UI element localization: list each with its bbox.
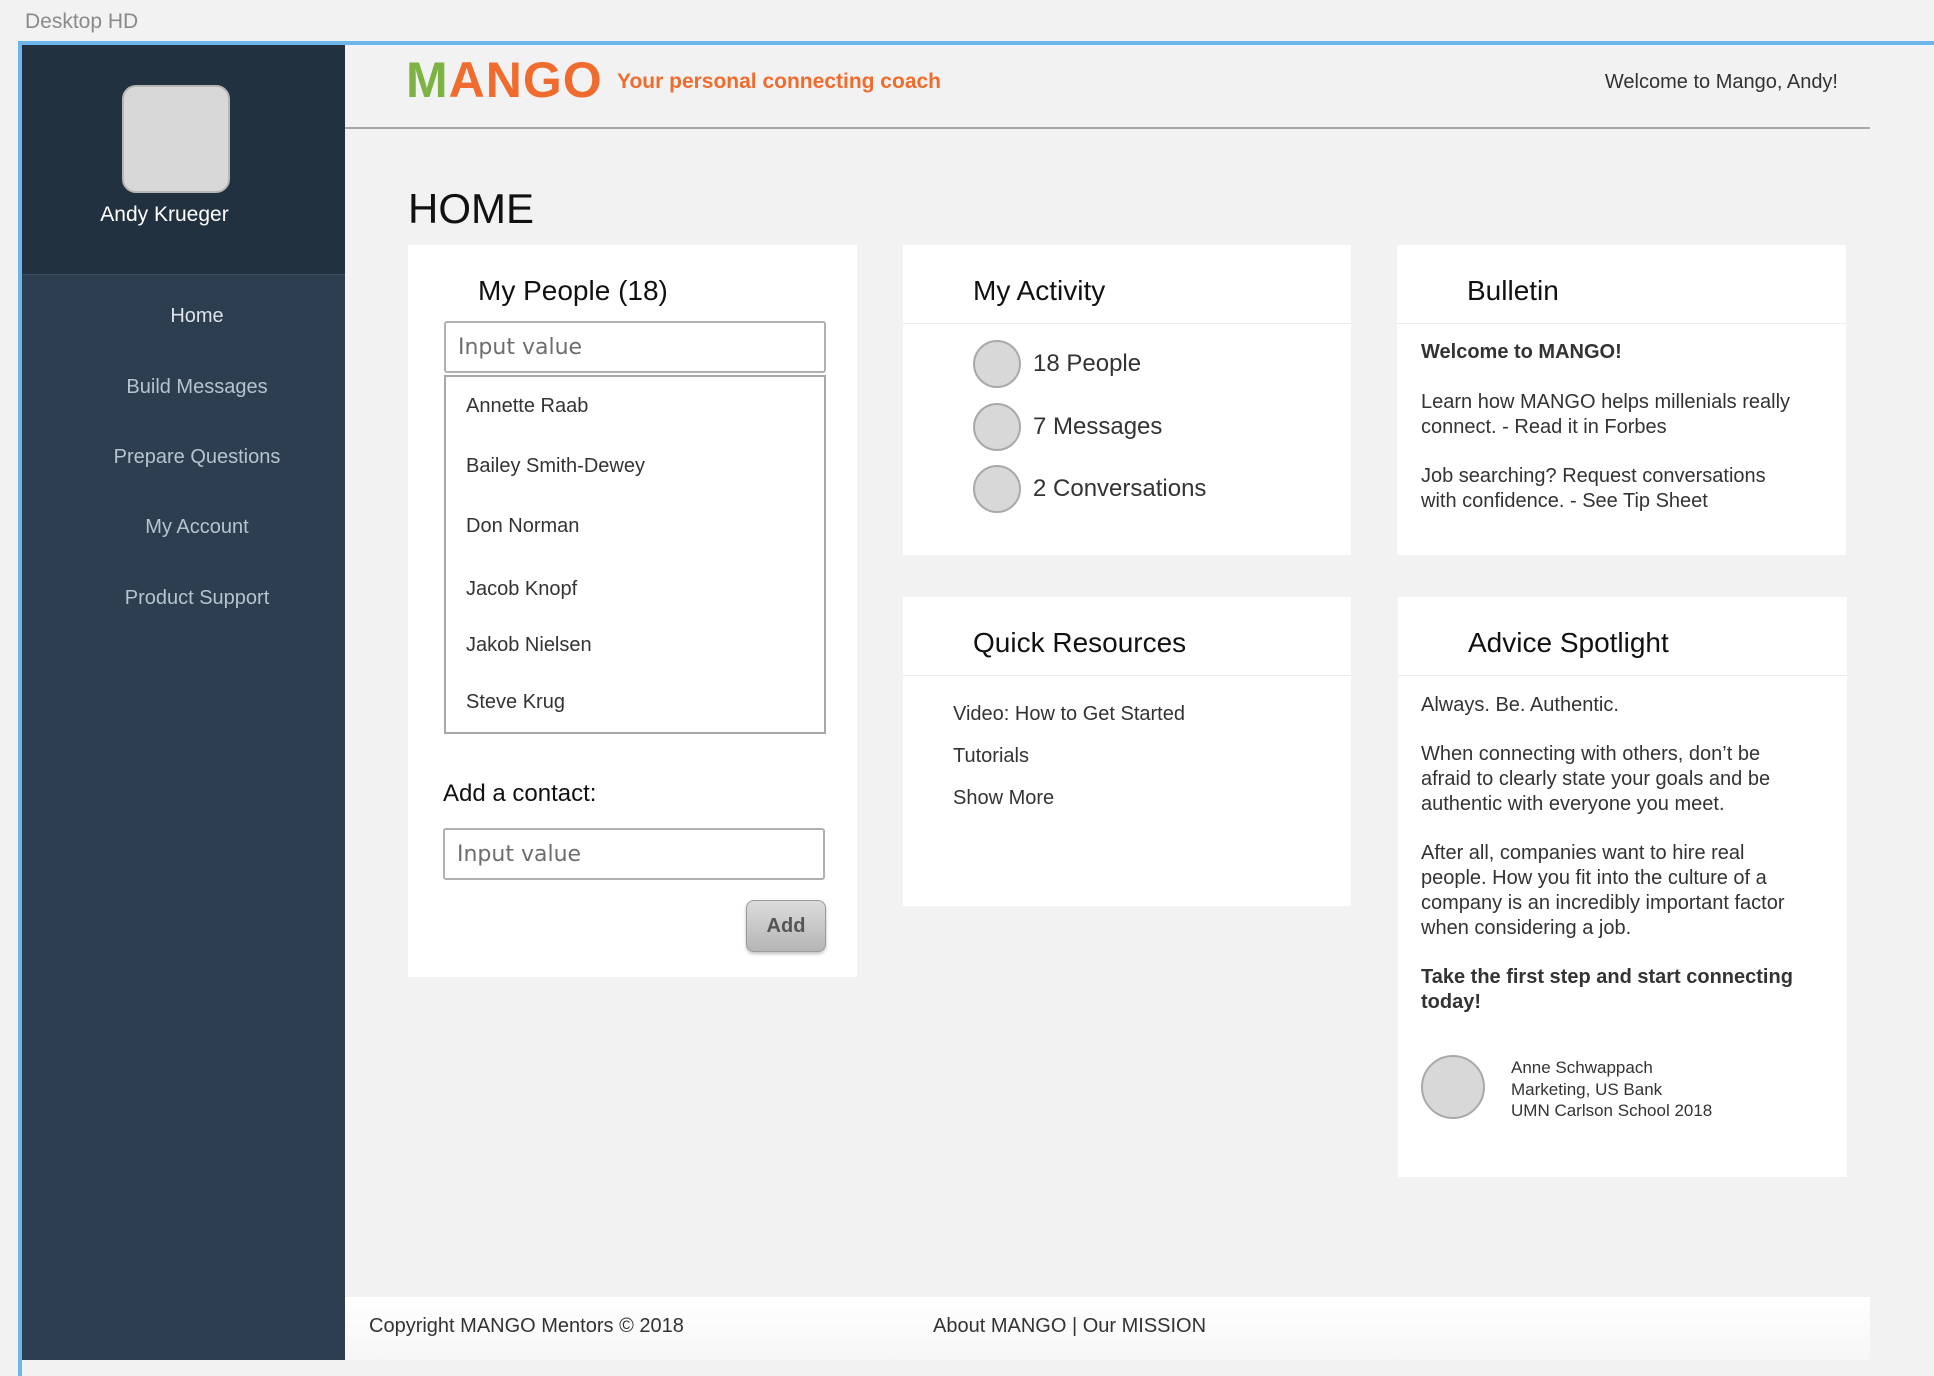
list-item[interactable]: Don Norman [466, 515, 580, 537]
list-item[interactable]: Annette Raab [466, 395, 589, 417]
list-item[interactable]: Bailey Smith-Dewey [466, 455, 645, 477]
card-divider [903, 675, 1351, 676]
add-contact-label: Add a contact: [443, 780, 597, 807]
bulletin-text-line: Job searching? Request conversations [1421, 465, 1766, 487]
people-count-icon [973, 340, 1021, 388]
advice-text-line: today! [1421, 991, 1481, 1013]
mentor-school: UMN Carlson School 2018 [1511, 1101, 1713, 1120]
list-item[interactable]: Jakob Nielsen [466, 634, 592, 656]
list-item[interactable]: Jacob Knopf [466, 578, 578, 600]
advice-paragraph-1 [1421, 742, 1770, 817]
card-divider [1398, 675, 1847, 676]
sidebar-item-home[interactable]: Home [170, 305, 224, 327]
people-search-input[interactable] [444, 321, 826, 373]
footer-separator: | [1066, 1315, 1083, 1337]
card-divider [903, 323, 1351, 324]
add-contact-button[interactable]: Add [746, 900, 826, 952]
advice-text-line: When connecting with others, don’t be [1421, 743, 1761, 765]
my-activity-title: My Activity [973, 275, 1106, 306]
bulletin-text-line: connect. - Read it in Forbes [1421, 416, 1667, 438]
advice-text-line: people. How you fit into the culture of a [1421, 867, 1767, 889]
logo-letters-ango: ANGO [448, 52, 603, 108]
advice-intro: Always. Be. Authentic. [1421, 694, 1619, 716]
bulletin-text-line: with confidence. - See Tip Sheet [1421, 490, 1708, 512]
advice-text-line: authentic with everyone you meet. [1421, 793, 1725, 815]
sidebar-item-product-support[interactable]: Product Support [124, 587, 270, 609]
artboard-label: Desktop HD [25, 10, 139, 33]
advice-text-line: afraid to clearly state your goals and be [1421, 768, 1771, 790]
activity-label: 18 People [1033, 350, 1142, 377]
quick-resources-card [903, 597, 1351, 906]
advice-text-line: After all, companies want to hire real [1421, 842, 1745, 864]
bulletin-item-forbes[interactable] [1421, 390, 1790, 440]
messages-count-icon [973, 403, 1021, 451]
resource-link-get-started[interactable]: Video: How to Get Started [953, 703, 1185, 725]
resource-link-show-more[interactable]: Show More [953, 787, 1055, 809]
advice-text-line: company is an incredibly important factor [1421, 892, 1785, 914]
bulletin-heading: Welcome to MANGO! [1421, 341, 1622, 363]
header-divider [345, 127, 1870, 129]
advice-text-line: Take the first step and start connecting [1421, 966, 1793, 988]
footer-link-mission[interactable]: Our MISSION [1082, 1315, 1207, 1337]
bulletin-text-line: Learn how MANGO helps millenials really [1421, 391, 1791, 413]
advice-text-line: when considering a job. [1421, 917, 1632, 939]
footer [345, 1297, 1870, 1360]
resource-link-tutorials[interactable]: Tutorials [953, 745, 1029, 767]
activity-people[interactable] [973, 339, 1141, 389]
footer-copyright: Copyright MANGO Mentors © 2018 [369, 1315, 684, 1337]
activity-label: 2 Conversations [1033, 475, 1207, 502]
mentor-avatar [1421, 1055, 1485, 1119]
activity-label: 7 Messages [1033, 413, 1163, 440]
tagline: Your personal connecting coach [617, 70, 942, 93]
bulletin-item-tip-sheet[interactable] [1421, 464, 1766, 514]
avatar[interactable] [122, 85, 230, 193]
bulletin-title: Bulletin [1467, 275, 1559, 306]
activity-messages[interactable] [973, 402, 1162, 452]
logo-letter-m: M [406, 52, 449, 108]
advice-title: Advice Spotlight [1468, 627, 1669, 658]
sidebar-item-build-messages[interactable]: Build Messages [126, 376, 268, 398]
welcome-message: Welcome to Mango, Andy! [1604, 71, 1838, 93]
advice-call-to-action [1421, 965, 1793, 1015]
footer-link-about[interactable]: About MANGO [933, 1315, 1067, 1337]
add-contact-input[interactable] [443, 828, 825, 880]
sidebar-item-my-account[interactable]: My Account [145, 516, 249, 538]
advice-spotlight-card [1398, 597, 1847, 1177]
sidebar-profile [22, 45, 345, 275]
my-activity-card [903, 245, 1351, 555]
list-item[interactable]: Steve Krug [466, 691, 565, 713]
my-people-card [408, 245, 857, 977]
footer-links [933, 1315, 1206, 1338]
sidebar-item-prepare-questions[interactable]: Prepare Questions [113, 446, 281, 468]
my-people-title: My People (18) [478, 275, 668, 306]
mentor-name: Anne Schwappach [1511, 1058, 1653, 1077]
quick-resources-title: Quick Resources [973, 627, 1187, 658]
card-divider [1397, 323, 1846, 324]
user-name: Andy Krueger [100, 203, 229, 226]
people-list[interactable] [444, 375, 826, 734]
mentor-role: Marketing, US Bank [1511, 1080, 1663, 1099]
mango-logo[interactable] [406, 50, 603, 110]
conversations-count-icon [973, 465, 1021, 513]
activity-conversations[interactable] [973, 464, 1206, 514]
advice-paragraph-2 [1421, 841, 1785, 941]
sidebar [22, 45, 345, 1360]
page-title: HOME [408, 185, 534, 232]
bulletin-card [1397, 245, 1846, 555]
